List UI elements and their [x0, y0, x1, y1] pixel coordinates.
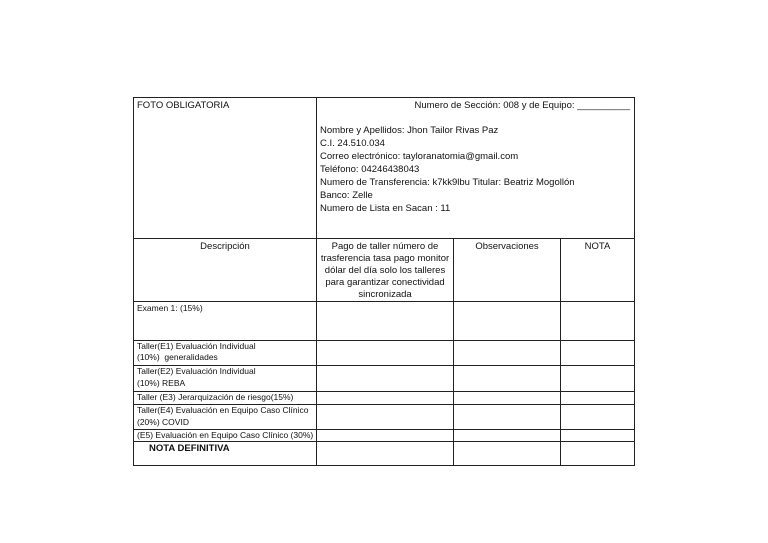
row-taller-e4-line2: (20%) COVID: [137, 417, 189, 427]
divider-photo-column: [316, 98, 317, 465]
divider-observations-column: [560, 238, 561, 465]
column-header-payment: Pago de taller número de trasferencia tasa pago monitor dólar del día solo los talleres para garantizar conectividad sincronizada: [320, 241, 450, 300]
final-grade-label: NOTA DEFINITIVA: [149, 443, 230, 454]
row-exam-1: Examen 1: (15%): [137, 303, 203, 313]
row-taller-e3: Taller (E3) Jerarquización de riesgo(15%): [137, 392, 294, 402]
list-number: Numero de Lista en Sacan : 11: [320, 203, 451, 214]
divider-row: [134, 441, 634, 442]
column-header-description: Descripción: [200, 241, 250, 252]
evaluation-sheet: [133, 97, 635, 466]
divider-header-bottom: [134, 238, 634, 239]
column-header-observations: Observaciones: [475, 241, 539, 252]
row-taller-e4-line1: Taller(E4) Evaluación en Equipo Caso Clínico: [137, 405, 309, 415]
student-phone: Teléfono: 04246438043: [320, 164, 420, 175]
row-taller-e2-line1: Taller(E2) Evaluación Individual: [137, 366, 256, 376]
section-team-line: Numero de Sección: 008 y de Equipo: __________: [414, 100, 630, 111]
column-header-grade: NOTA: [584, 241, 611, 252]
student-id: C.I. 24.510.034: [320, 138, 385, 149]
student-name: Nombre y Apellidos: Jhon Tailor Rivas Paz: [320, 125, 499, 136]
row-e5: (E5) Evaluación en Equipo Caso Clínico (30%): [137, 430, 314, 440]
photo-label: FOTO OBLIGATORIA: [137, 100, 230, 111]
bank-info: Banco: Zelle: [320, 190, 373, 201]
row-taller-e1-line1: Taller(E1) Evaluación Individual: [137, 341, 256, 351]
divider-row: [134, 301, 634, 302]
student-email: Correo electrónico: tayloranatomia@gmail.com: [320, 151, 519, 162]
row-taller-e1-line2: (10%) generalidades: [137, 352, 218, 362]
row-taller-e2-line2: (10%) REBA: [137, 378, 186, 388]
divider-payment-column: [453, 238, 454, 465]
transfer-info: Numero de Transferencia: k7kk9lbu Titular: Beatriz Mogollón: [320, 177, 575, 188]
